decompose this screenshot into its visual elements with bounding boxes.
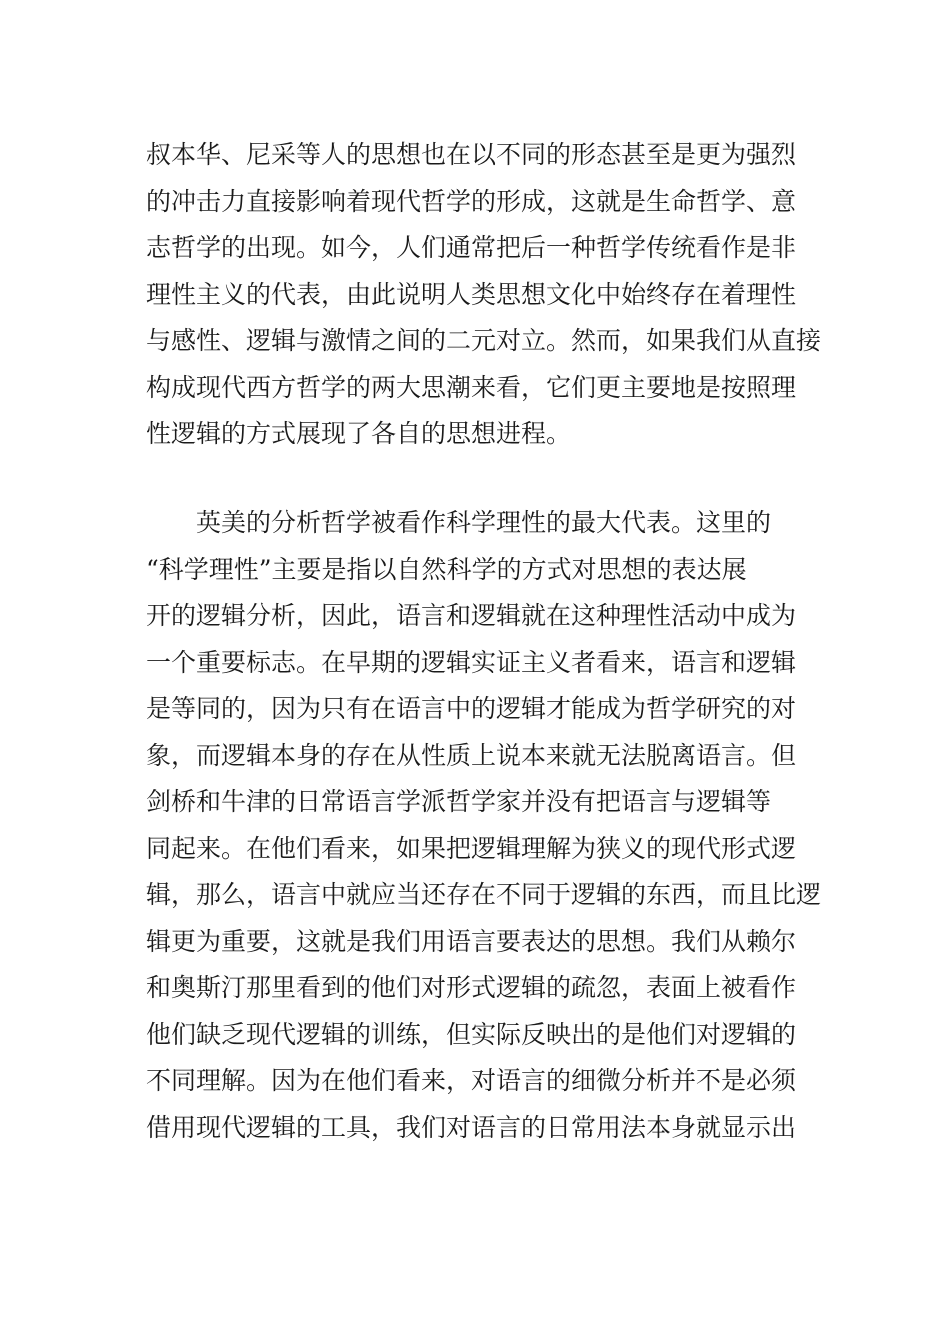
text-line: 一个重要标志。在早期的逻辑实证主义者看来，语言和逻辑 xyxy=(146,647,797,677)
text-line: 象，而逻辑本身的存在从性质上说本来就无法脱离语言。但 xyxy=(146,740,797,770)
text-line: 的冲击力直接影响着现代哲学的形成，这就是生命哲学、意 xyxy=(146,186,797,216)
paragraph-2 xyxy=(146,500,822,1198)
text-line: 叔本华、尼采等人的思想也在以不同的形态甚至是更为强烈 xyxy=(146,140,797,169)
text-line: 辑更为重要，这就是我们用语言要表达的思想。我们从赖尔 xyxy=(146,926,797,956)
text-line: 是等同的，因为只有在语言中的逻辑才能成为哲学研究的对 xyxy=(146,694,797,723)
text-line: 不同理解。因为在他们看来，对语言的细微分析并不是必须 xyxy=(146,1066,797,1095)
text-line: 剑桥和牛津的日常语言学派哲学家并没有把语言与逻辑等 xyxy=(146,787,772,816)
text-line xyxy=(146,1151,816,1198)
text-line: 理性主义的代表，由此说明人类思想文化中始终存在着理性 xyxy=(146,279,797,309)
text-line: 与感性、逻辑与激情之间的二元对立。然而，如果我们从直接 xyxy=(146,326,822,355)
text-line: “科学理性”主要是指以自然科学的方式对思想的表达展 xyxy=(146,554,747,584)
text-line: 志哲学的出现。如今，人们通常把后一种哲学传统看作是非 xyxy=(146,233,797,262)
text-line: 他们缺乏现代逻辑的训练，但实际反映出的是他们对逻辑的 xyxy=(146,1019,797,1049)
text-line: 同起来。在他们看来，如果把逻辑理解为狭义的现代形式逻 xyxy=(146,833,797,863)
text-line: 构成现代西方哲学的两大思潮来看，它们更主要地是按照理 xyxy=(146,372,797,402)
text-line: 辑，那么，语言中就应当还存在不同于逻辑的东西，而且比逻 xyxy=(146,880,822,909)
text-line: 借用现代逻辑的工具，我们对语言的日常用法本身就显示出 xyxy=(146,1112,797,1142)
text-line: 和奥斯汀那里看到的他们对形式逻辑的疏忽，表面上被看作 xyxy=(146,973,797,1002)
text-line: 开的逻辑分析，因此，语言和逻辑就在这种理性活动中成为 xyxy=(146,601,797,630)
text-line: 性逻辑的方式展现了各自的思想进程。 xyxy=(146,419,572,448)
text-line: 英美的分析哲学被看作科学理性的最大代表。这里的 xyxy=(146,508,772,537)
paragraph-1 xyxy=(146,132,822,458)
